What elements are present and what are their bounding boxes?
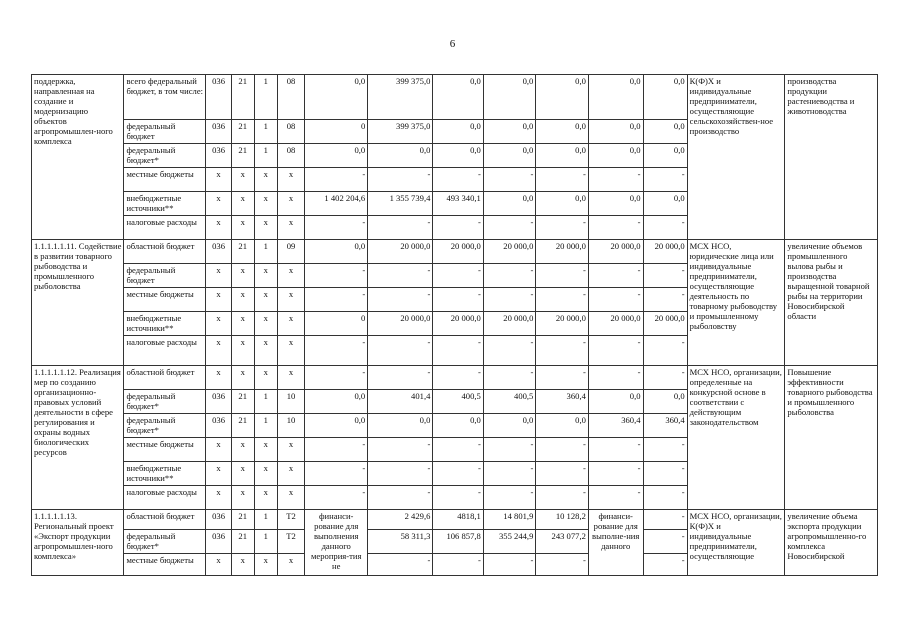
budget-code-cell: 1 [254,510,277,530]
table-body [32,75,878,576]
budget-code-cell: х [254,264,277,288]
value-cell: 0,0 [643,144,687,168]
budget-code-cell: х [231,264,254,288]
value-cell: - [483,288,536,312]
value-cell: 399 375,0 [368,75,433,120]
funding-source-cell: местные бюджеты [124,438,206,462]
table-row [32,75,878,120]
expected-result-cell: производства продукции растениеводства и животноводства [785,75,878,240]
value-cell: - [536,216,589,240]
value-cell: - [643,438,687,462]
budget-code-cell: 036 [206,144,231,168]
value-cell: - [483,486,536,510]
budget-code-cell: х [231,216,254,240]
value-cell: - [368,264,433,288]
value-cell: - [305,264,368,288]
executors-cell: МСХ НСО, организации, определенные на конкурсной основе в соответствии с действующим законодательством [687,366,785,510]
funding-source-cell: федеральный бюджет* [124,144,206,168]
value-cell: - [643,264,687,288]
value-cell: - [588,264,643,288]
value-cell: 0,0 [305,240,368,264]
funding-source-cell: внебюджетные источники** [124,462,206,486]
value-cell: - [433,438,483,462]
value-cell: - [588,366,643,390]
value-cell: 0,0 [588,192,643,216]
value-cell: 0,0 [536,120,589,144]
value-cell: 20 000,0 [588,312,643,336]
value-cell: 20 000,0 [483,240,536,264]
expected-result-cell: увеличение объема экспорта продукции агропромышленно-го комплекса Новосибирской [785,510,878,576]
value-cell: - [643,168,687,192]
budget-code-cell: х [254,554,277,576]
value-cell: - [305,288,368,312]
budget-code-cell: 21 [231,530,254,554]
value-cell: 0,0 [433,75,483,120]
funding-source-cell: внебюджетные источники** [124,312,206,336]
budget-code-cell: х [206,462,231,486]
value-cell: - [433,168,483,192]
budget-code-cell: х [206,438,231,462]
budget-code-cell: 036 [206,390,231,414]
budget-code-cell: 036 [206,414,231,438]
budget-code-cell: х [254,192,277,216]
merged-note-cell: финанси-рование для выполнения данного мероприя-тия не [305,510,368,576]
budget-code-cell: х [231,554,254,576]
value-cell: - [536,438,589,462]
merged-note-cell: финанси-рование для выполне-ния данного [588,510,643,576]
value-cell: - [368,288,433,312]
value-cell: 20 000,0 [643,240,687,264]
budget-code-cell: х [254,366,277,390]
value-cell: 4818,1 [433,510,483,530]
value-cell: - [483,216,536,240]
budget-code-cell: х [254,462,277,486]
funding-source-cell: федеральный бюджет* [124,390,206,414]
budget-code-cell: х [231,192,254,216]
value-cell: - [483,462,536,486]
value-cell: - [305,216,368,240]
budget-code-cell: х [231,168,254,192]
budget-code-cell: 10 [277,414,304,438]
funding-source-cell: федеральный бюджет* [124,530,206,554]
value-cell: 20 000,0 [536,240,589,264]
measure-name-cell: 1.1.1.1.1.12. Реализация мер по созданию организационно-правовых условий деятельности в сфере регулирования и охраны водных биологических ресурсов [32,366,124,510]
budget-code-cell: х [206,486,231,510]
budget-code-cell: х [231,366,254,390]
budget-code-cell: Т2 [277,530,304,554]
budget-code-cell: 21 [231,510,254,530]
funding-source-cell: местные бюджеты [124,168,206,192]
expected-result-cell: увеличение объемов промышленного вылова рыбы и производства выращенной товарной рыбы на территории Новосибирской области [785,240,878,366]
funding-source-cell: федеральный бюджет [124,264,206,288]
budget-code-cell: 1 [254,75,277,120]
budget-code-cell: х [231,462,254,486]
funding-source-cell: федеральный бюджет [124,120,206,144]
value-cell: - [305,462,368,486]
budget-code-cell: 09 [277,240,304,264]
budget-code-cell: 036 [206,240,231,264]
value-cell: - [368,486,433,510]
budget-code-cell: 21 [231,414,254,438]
table-row [32,240,878,264]
value-cell: - [368,554,433,576]
value-cell: 0,0 [643,390,687,414]
budget-code-cell: х [254,486,277,510]
value-cell: - [536,168,589,192]
budget-code-cell: х [277,554,304,576]
value-cell: 0 [305,120,368,144]
funding-source-cell: местные бюджеты [124,288,206,312]
value-cell: 10 128,2 [536,510,589,530]
budget-code-cell: х [277,486,304,510]
page-number: 6 [449,38,456,50]
value-cell: - [305,438,368,462]
value-cell: - [433,486,483,510]
value-cell: - [483,366,536,390]
budget-code-cell: 1 [254,144,277,168]
budget-code-cell: 08 [277,75,304,120]
budget-code-cell: 1 [254,120,277,144]
budget-code-cell: 21 [231,75,254,120]
value-cell: - [588,486,643,510]
value-cell: 14 801,9 [483,510,536,530]
budget-code-cell: 21 [231,390,254,414]
value-cell: - [433,336,483,366]
budget-code-cell: 036 [206,510,231,530]
value-cell: 0,0 [433,414,483,438]
value-cell: 0,0 [643,192,687,216]
budget-code-cell: х [277,366,304,390]
value-cell: - [305,486,368,510]
funding-source-cell: областной бюджет [124,240,206,264]
value-cell: - [588,288,643,312]
budget-code-cell: х [254,312,277,336]
budget-code-cell: 036 [206,75,231,120]
budget-code-cell: х [277,336,304,366]
value-cell: 20 000,0 [483,312,536,336]
value-cell: - [368,438,433,462]
value-cell: - [483,554,536,576]
value-cell: 20 000,0 [368,240,433,264]
budget-code-cell: х [206,366,231,390]
value-cell: - [433,462,483,486]
budget-code-cell: х [206,216,231,240]
budget-code-cell: 08 [277,144,304,168]
value-cell: 0,0 [483,144,536,168]
value-cell: 0,0 [368,144,433,168]
budget-code-cell: 036 [206,530,231,554]
budget-code-cell: х [254,438,277,462]
budget-code-cell: 21 [231,120,254,144]
budget-code-cell: х [231,312,254,336]
budget-code-cell: 1 [254,240,277,264]
value-cell: - [368,462,433,486]
value-cell: - [483,438,536,462]
value-cell: - [483,336,536,366]
budget-code-cell: 10 [277,390,304,414]
measure-name-cell: 1.1.1.1.1.11. Содействие в развитии товарного рыбоводства и промышленного рыболовства [32,240,124,366]
budget-code-cell: Т2 [277,510,304,530]
value-cell: 0,0 [536,144,589,168]
value-cell: - [588,438,643,462]
value-cell: 493 340,1 [433,192,483,216]
budget-code-cell: х [206,192,231,216]
budget-code-cell: х [254,216,277,240]
value-cell: - [536,554,589,576]
value-cell: - [368,336,433,366]
funding-source-cell: налоговые расходы [124,336,206,366]
value-cell: - [643,336,687,366]
value-cell: - [643,530,687,554]
value-cell: 20 000,0 [536,312,589,336]
value-cell: 0,0 [433,144,483,168]
value-cell: - [368,216,433,240]
value-cell: 0,0 [588,120,643,144]
budget-code-cell: 1 [254,390,277,414]
value-cell: 0,0 [588,75,643,120]
value-cell: - [433,366,483,390]
value-cell: - [536,366,589,390]
budget-code-cell: х [277,216,304,240]
value-cell: 106 857,8 [433,530,483,554]
budget-code-cell: х [206,554,231,576]
budget-code-cell: 21 [231,144,254,168]
value-cell: 355 244,9 [483,530,536,554]
value-cell: - [536,462,589,486]
program-table [31,74,878,576]
value-cell: 400,5 [433,390,483,414]
value-cell: 0,0 [483,414,536,438]
value-cell: - [305,336,368,366]
value-cell: - [643,510,687,530]
value-cell: 20 000,0 [433,312,483,336]
value-cell: - [643,486,687,510]
executors-cell: К(Ф)Х и индивидуальные предприниматели, осуществляющие сельскохозяйствен-ное производство [687,75,785,240]
funding-source-cell: областной бюджет [124,366,206,390]
funding-source-cell: налоговые расходы [124,486,206,510]
value-cell: - [536,486,589,510]
value-cell: 1 355 739,4 [368,192,433,216]
expected-result-cell: Повышение эффективности товарного рыбоводства и промышленного рыболовства [785,366,878,510]
value-cell: 0,0 [368,414,433,438]
value-cell: 20 000,0 [588,240,643,264]
budget-code-cell: 1 [254,530,277,554]
budget-code-cell: х [206,264,231,288]
value-cell: - [305,366,368,390]
budget-code-cell: х [231,336,254,366]
value-cell: 0,0 [536,414,589,438]
value-cell: 2 429,6 [368,510,433,530]
value-cell: - [643,288,687,312]
value-cell: - [588,168,643,192]
budget-code-cell: х [231,438,254,462]
funding-source-cell: федеральный бюджет* [124,414,206,438]
budget-code-cell: 21 [231,240,254,264]
value-cell: 0,0 [588,144,643,168]
value-cell: - [536,336,589,366]
value-cell: 360,4 [643,414,687,438]
value-cell: 1 402 204,6 [305,192,368,216]
executors-cell: МСХ НСО, юридические лица или индивидуальные предприниматели, осуществляющие деятельность по товарному рыбоводству и промышленному рыболовству [687,240,785,366]
value-cell: 20 000,0 [433,240,483,264]
value-cell: - [588,336,643,366]
value-cell: - [305,168,368,192]
budget-code-cell: х [254,288,277,312]
value-cell: 58 311,3 [368,530,433,554]
value-cell: 0,0 [536,75,589,120]
budget-code-cell: х [231,288,254,312]
value-cell: 0,0 [483,75,536,120]
budget-code-cell: 1 [254,414,277,438]
funding-source-cell: местные бюджеты [124,554,206,576]
value-cell: - [433,288,483,312]
value-cell: - [588,216,643,240]
value-cell: 0,0 [588,390,643,414]
value-cell: 0 [305,312,368,336]
value-cell: 20 000,0 [368,312,433,336]
value-cell: - [643,554,687,576]
budget-code-cell: х [277,192,304,216]
value-cell: 401,4 [368,390,433,414]
value-cell: 0,0 [305,144,368,168]
measure-name-cell: поддержка, направленная на создание и модернизацию объектов агропромышлен-ного комплекса [32,75,124,240]
value-cell: 0,0 [305,390,368,414]
value-cell: 399 375,0 [368,120,433,144]
budget-code-cell: х [277,288,304,312]
funding-source-cell: областной бюджет [124,510,206,530]
budget-code-cell: х [206,312,231,336]
funding-source-cell: налоговые расходы [124,216,206,240]
value-cell: - [536,288,589,312]
value-cell: 0,0 [643,120,687,144]
budget-code-cell: х [277,438,304,462]
value-cell: - [483,168,536,192]
value-cell: 243 077,2 [536,530,589,554]
value-cell: 360,4 [536,390,589,414]
value-cell: 360,4 [588,414,643,438]
budget-code-cell: х [231,486,254,510]
funding-source-cell: внебюджетные источники** [124,192,206,216]
value-cell: 0,0 [305,75,368,120]
budget-code-cell: х [206,168,231,192]
value-cell: - [536,264,589,288]
value-cell: 0,0 [483,192,536,216]
budget-code-cell: х [277,312,304,336]
table-row [32,510,878,530]
table-row [32,366,878,390]
funding-source-cell: всего федеральный бюджет, в том числе: [124,75,206,120]
value-cell: 400,5 [483,390,536,414]
budget-code-cell: 036 [206,120,231,144]
budget-code-cell: х [206,288,231,312]
value-cell: 0,0 [433,120,483,144]
value-cell: - [433,554,483,576]
value-cell: - [483,264,536,288]
value-cell: - [643,462,687,486]
value-cell: - [588,462,643,486]
value-cell: - [433,216,483,240]
value-cell: - [643,366,687,390]
budget-code-cell: х [277,462,304,486]
budget-code-cell: х [277,168,304,192]
executors-cell: МСХ НСО, организации, К(Ф)Х и индивидуальные предприниматели, осуществляющие [687,510,785,576]
budget-code-cell: х [254,168,277,192]
value-cell: 0,0 [305,414,368,438]
value-cell: - [433,264,483,288]
measure-name-cell: 1.1.1.1.1.13. Региональный проект «Экспорт продукции агропромышлен-ного комплекса» [32,510,124,576]
value-cell: - [368,366,433,390]
budget-code-cell: 08 [277,120,304,144]
value-cell: 20 000,0 [643,312,687,336]
budget-code-cell: х [206,336,231,366]
value-cell: 0,0 [483,120,536,144]
value-cell: 0,0 [643,75,687,120]
value-cell: 0,0 [536,192,589,216]
budget-code-cell: х [277,264,304,288]
value-cell: - [368,168,433,192]
value-cell: - [643,216,687,240]
budget-code-cell: х [254,336,277,366]
